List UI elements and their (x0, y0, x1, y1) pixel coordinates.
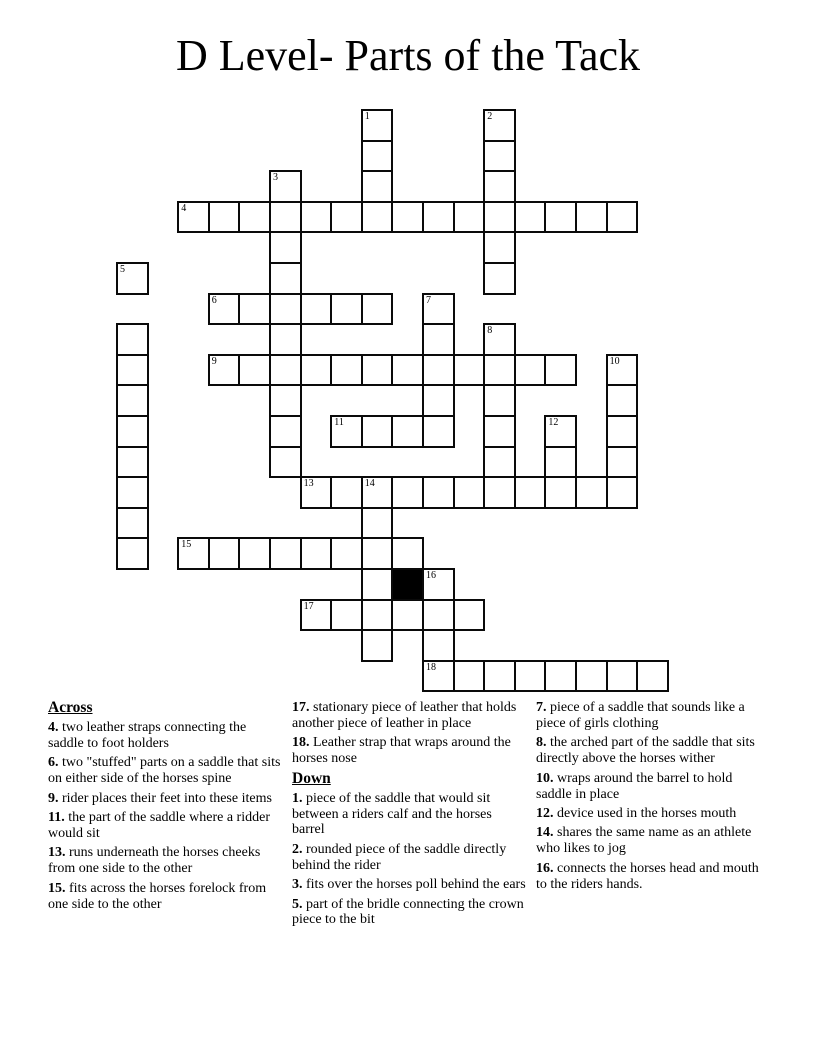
grid-cell[interactable] (544, 354, 577, 387)
grid-cell[interactable] (300, 476, 333, 509)
grid-cell[interactable] (422, 293, 455, 326)
clue-11: 11. the part of the saddle where a ridder would sit (48, 810, 270, 841)
grid-cell[interactable] (391, 599, 424, 632)
grid-cell[interactable] (514, 476, 547, 509)
clue-number: 17. (292, 700, 310, 715)
cell-number: 10 (609, 355, 620, 367)
grid-cell[interactable] (116, 384, 149, 417)
grid-cell[interactable] (391, 201, 424, 234)
grid-cell[interactable] (483, 660, 516, 693)
grid-cell[interactable] (361, 568, 394, 601)
clue-number: 9. (48, 790, 59, 806)
grid-cell[interactable] (606, 415, 639, 448)
clue-number: 13. (48, 845, 66, 861)
grid-cell[interactable] (453, 476, 486, 509)
clue-8: 8. the arched part of the saddle that sits directly above the horses wither (536, 735, 755, 767)
grid-cell[interactable] (636, 660, 669, 693)
grid-cell[interactable] (606, 201, 639, 234)
grid-cell[interactable] (606, 354, 639, 387)
grid-cell[interactable] (514, 354, 547, 387)
grid-cell[interactable] (514, 201, 547, 234)
clue-13: 13. runs underneath the horses cheeks from one side to the other (48, 845, 261, 877)
cell-number: 7 (426, 294, 431, 306)
grid-cell[interactable] (483, 201, 516, 234)
grid-cell[interactable] (177, 201, 210, 234)
grid-cell[interactable] (361, 201, 394, 234)
clue-column-2 (292, 700, 526, 932)
clue-column-3 (536, 700, 770, 896)
grid-cell[interactable] (453, 599, 486, 632)
down-heading: Down (292, 769, 331, 787)
cell-number: 4 (181, 202, 187, 214)
grid-cell[interactable] (269, 231, 302, 264)
grid-cell[interactable] (575, 476, 608, 509)
clue-1: 1. piece of the saddle that would sit between a riders calf and the horses barrel (292, 790, 492, 838)
cell-number: 18 (426, 661, 436, 673)
clue-number: 15. (48, 880, 66, 896)
grid-cell[interactable] (361, 140, 394, 173)
grid-cell[interactable] (208, 201, 241, 234)
grid-cell[interactable] (544, 415, 577, 448)
clue-number: 18. (292, 735, 310, 751)
grid-cell[interactable] (544, 476, 577, 509)
grid-cell[interactable] (238, 201, 271, 234)
clue-3: 3. fits over the horses poll behind the ears (292, 877, 526, 893)
clue-number: 6. (48, 755, 59, 771)
cell-number: 9 (211, 355, 217, 367)
grid-cell[interactable] (330, 537, 363, 570)
grid-cell[interactable] (361, 354, 394, 387)
cell-number: 2 (487, 111, 493, 122)
clue-number: 12. (536, 805, 554, 821)
grid-cell[interactable] (361, 415, 394, 448)
grid-cell[interactable] (453, 201, 486, 234)
grid-cell[interactable] (391, 537, 424, 570)
grid-cell[interactable] (330, 476, 363, 509)
cell-number: 12 (548, 417, 559, 428)
grid-cell[interactable] (483, 415, 516, 448)
grid-cell[interactable] (269, 384, 302, 417)
grid-cell[interactable] (483, 170, 516, 203)
grid-cell[interactable] (514, 660, 547, 693)
clue-17: 17. stationary piece of leather that holds another piece of leather in place (292, 700, 517, 731)
clue-number: 7. (536, 700, 547, 715)
grid-cell[interactable] (330, 599, 363, 632)
grid-cell[interactable] (422, 323, 455, 356)
cell-number: 3 (273, 172, 278, 184)
grid-cell[interactable] (544, 446, 577, 479)
grid-cell[interactable] (177, 537, 210, 570)
grid-cell[interactable] (391, 415, 424, 448)
clue-14: 14. shares the same name as an athlete who likes to jog (536, 825, 752, 857)
clue-number: 10. (536, 770, 554, 786)
grid-cell[interactable] (422, 384, 455, 417)
clue-number: 11. (48, 810, 65, 826)
across-heading: Across (48, 699, 93, 716)
grid-cell[interactable] (422, 599, 455, 632)
grid-cell[interactable] (330, 201, 363, 234)
grid-cell[interactable] (391, 476, 424, 509)
grid-cell[interactable] (606, 660, 639, 693)
clue-5: 5. part of the bridle connecting the crown piece to the bit (292, 896, 524, 928)
grid-cell[interactable] (361, 109, 394, 142)
clue-12: 12. device used in the horses mouth (536, 805, 737, 821)
grid-cell[interactable] (269, 446, 302, 479)
black-cell (391, 568, 424, 601)
grid-cell[interactable] (483, 262, 516, 295)
cell-number: 6 (211, 294, 217, 306)
clue-number: 2. (292, 841, 303, 857)
grid-cell[interactable] (116, 354, 149, 387)
grid-cell[interactable] (606, 384, 639, 417)
grid-cell[interactable] (606, 446, 639, 479)
grid-cell[interactable] (391, 354, 424, 387)
clue-18: 18. Leather strap that wraps around the horses nose (292, 735, 511, 767)
grid-cell[interactable] (238, 293, 271, 326)
grid-cell[interactable] (361, 537, 394, 570)
grid-cell[interactable] (269, 415, 302, 448)
grid-cell[interactable] (483, 231, 516, 264)
grid-cell[interactable] (116, 262, 149, 295)
grid-cell[interactable] (483, 446, 516, 479)
grid-cell[interactable] (300, 537, 333, 570)
grid-cell[interactable] (116, 507, 149, 540)
grid-cell[interactable] (208, 293, 241, 326)
cell-number: 5 (120, 264, 125, 275)
grid-cell[interactable] (361, 599, 394, 632)
clue-column-1 (48, 700, 282, 916)
cell-number: 1 (364, 111, 370, 122)
grid-cell[interactable] (483, 140, 516, 173)
cell-number: 11 (334, 417, 344, 428)
clue-9: 9. rider places their feet into these items (48, 790, 272, 806)
clue-7: 7. piece of a saddle that sounds like a piece of girls clothing (536, 700, 745, 731)
clue-number: 3. (292, 877, 303, 893)
grid-cell[interactable] (269, 201, 302, 234)
grid-cell[interactable] (361, 629, 394, 662)
grid-cell[interactable] (422, 415, 455, 448)
clue-number: 14. (536, 825, 554, 841)
grid-cell[interactable] (116, 323, 149, 356)
grid-cell[interactable] (300, 354, 333, 387)
grid-cell[interactable] (422, 629, 455, 662)
clue-6: 6. two "stuffed" parts on a saddle that sits on either side of the horses spine (48, 755, 281, 787)
grid-cell[interactable] (269, 537, 302, 570)
grid-cell[interactable] (483, 109, 516, 142)
grid-cell[interactable] (116, 446, 149, 479)
grid-cell[interactable] (269, 170, 302, 203)
grid-cell[interactable] (300, 293, 333, 326)
grid-cell[interactable] (361, 170, 394, 203)
grid-cell[interactable] (269, 354, 302, 387)
clue-2: 2. rounded piece of the saddle directly behind the rider (292, 841, 507, 873)
cell-number: 8 (487, 325, 493, 337)
grid-cell[interactable] (300, 599, 333, 632)
grid-cell[interactable] (422, 568, 455, 601)
grid-cell[interactable] (116, 537, 149, 570)
clue-number: 16. (536, 860, 554, 876)
grid-cell[interactable] (238, 354, 271, 387)
grid-cell[interactable] (330, 354, 363, 387)
grid-cell[interactable] (116, 476, 149, 509)
grid-cell[interactable] (269, 262, 302, 295)
grid-cell[interactable] (300, 201, 333, 234)
grid-cell[interactable] (361, 476, 394, 509)
clues-section (48, 700, 772, 932)
grid-cell[interactable] (422, 201, 455, 234)
grid-cell[interactable] (453, 354, 486, 387)
grid-cell[interactable] (453, 660, 486, 693)
grid-cell[interactable] (330, 293, 363, 326)
grid-cell[interactable] (483, 323, 516, 356)
clue-10: 10. wraps around the barrel to hold saddle in place (536, 770, 733, 802)
grid-cell[interactable] (606, 476, 639, 509)
grid-cell[interactable] (269, 323, 302, 356)
grid-cell[interactable] (575, 201, 608, 234)
grid-cell[interactable] (422, 660, 455, 693)
grid-cell[interactable] (208, 354, 241, 387)
grid-cell[interactable] (330, 415, 363, 448)
grid-cell[interactable] (544, 660, 577, 693)
clue-15: 15. fits across the horses forelock from one side to the other (48, 880, 267, 912)
clue-number: 1. (292, 790, 303, 806)
grid-cell[interactable] (575, 660, 608, 693)
grid-cell[interactable] (208, 537, 241, 570)
cell-number: 14 (364, 478, 375, 490)
clue-number: 4. (48, 720, 59, 735)
grid-cell[interactable] (544, 201, 577, 234)
grid-cell[interactable] (483, 476, 516, 509)
clue-number: 5. (292, 896, 303, 912)
clue-4: 4. two leather straps connecting the saddle to foot holders (48, 720, 247, 751)
grid-cell[interactable] (483, 384, 516, 417)
clue-16: 16. connects the horses head and mouth to the riders hands. (536, 860, 759, 892)
cell-number: 17 (303, 600, 314, 612)
cell-number: 16 (426, 570, 436, 581)
grid-cell[interactable] (269, 293, 302, 326)
grid-cell[interactable] (361, 293, 394, 326)
grid-cell[interactable] (116, 415, 149, 448)
clue-number: 8. (536, 735, 547, 751)
grid-cell[interactable] (238, 537, 271, 570)
puzzle-title: D Level- Parts of the Tack (175, 31, 641, 80)
cell-number: 13 (303, 478, 314, 490)
grid-cell[interactable] (361, 507, 394, 540)
cell-number: 15 (181, 539, 192, 551)
grid-cell[interactable] (483, 354, 516, 387)
grid-cell[interactable] (422, 476, 455, 509)
grid-cell[interactable] (422, 354, 455, 387)
